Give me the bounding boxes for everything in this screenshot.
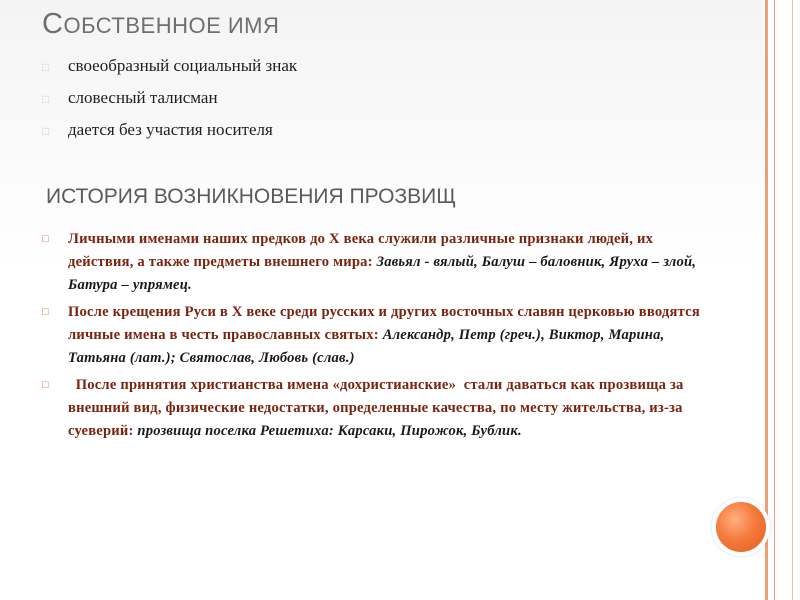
- list-item: [42, 301, 722, 370]
- list-item-text: дается без участия носителя: [68, 120, 273, 139]
- list-item: [42, 374, 722, 443]
- list-item-text: своеобразный социальный знак: [68, 56, 298, 75]
- list-item: [42, 88, 742, 120]
- intro-list: [42, 56, 742, 152]
- list-item: [42, 228, 722, 297]
- list-item-text: словесный талисман: [68, 88, 218, 107]
- history-examples: Александр, Петр (греч.), Виктор, Марина, Татьяна (лат.); Святослав, Любовь (слав.): [68, 327, 665, 366]
- history-text: После принятия христианства имена «дохристианские» стали даваться как прозвища за внешний вид, физические недостатки, определенные качества, по месту жительства, из-за суеверий:: [68, 377, 688, 439]
- title-rest: ОБСТВЕННОЕ ИМЯ: [63, 13, 280, 38]
- decorative-border-right: [792, 0, 793, 600]
- history-text: После крещения Руси в X веке среди русских и других восточных славян церковью вводятся личные имена в честь православных святых:: [68, 304, 700, 343]
- history-paragraph: [68, 301, 722, 370]
- history-examples: Завьял - вялый, Балуш – баловник, Яруха – злой, Батура – упрямец.: [68, 254, 697, 293]
- orange-box-bullet-icon: □: [42, 379, 49, 391]
- history-paragraph: [68, 374, 722, 443]
- title-lead-letter: С: [42, 8, 64, 40]
- history-text: Личными именами наших предков до X века служили различные признаки людей, их действия, а также предметы внешнего мира:: [68, 231, 654, 270]
- section-subtitle: ИСТОРИЯ ВОЗНИКНОВЕНИЯ ПРОЗВИЩ: [46, 185, 456, 208]
- page-title: [42, 8, 279, 41]
- orange-box-bullet-icon: □: [42, 306, 49, 318]
- list-item: [42, 56, 742, 88]
- history-paragraph: [68, 228, 722, 297]
- box-bullet-icon: □: [42, 124, 50, 138]
- list-item: [42, 120, 742, 152]
- decorative-border-inner: [774, 0, 775, 600]
- box-bullet-icon: □: [42, 60, 50, 74]
- orange-circle-ornament: [712, 498, 770, 556]
- orange-box-bullet-icon: □: [42, 233, 49, 245]
- history-examples: прозвища поселка Решетиха: Карсаки, Пирожок, Бублик.: [137, 423, 522, 439]
- history-list: [42, 228, 722, 447]
- box-bullet-icon: □: [42, 92, 50, 106]
- decorative-border-left: [765, 0, 768, 600]
